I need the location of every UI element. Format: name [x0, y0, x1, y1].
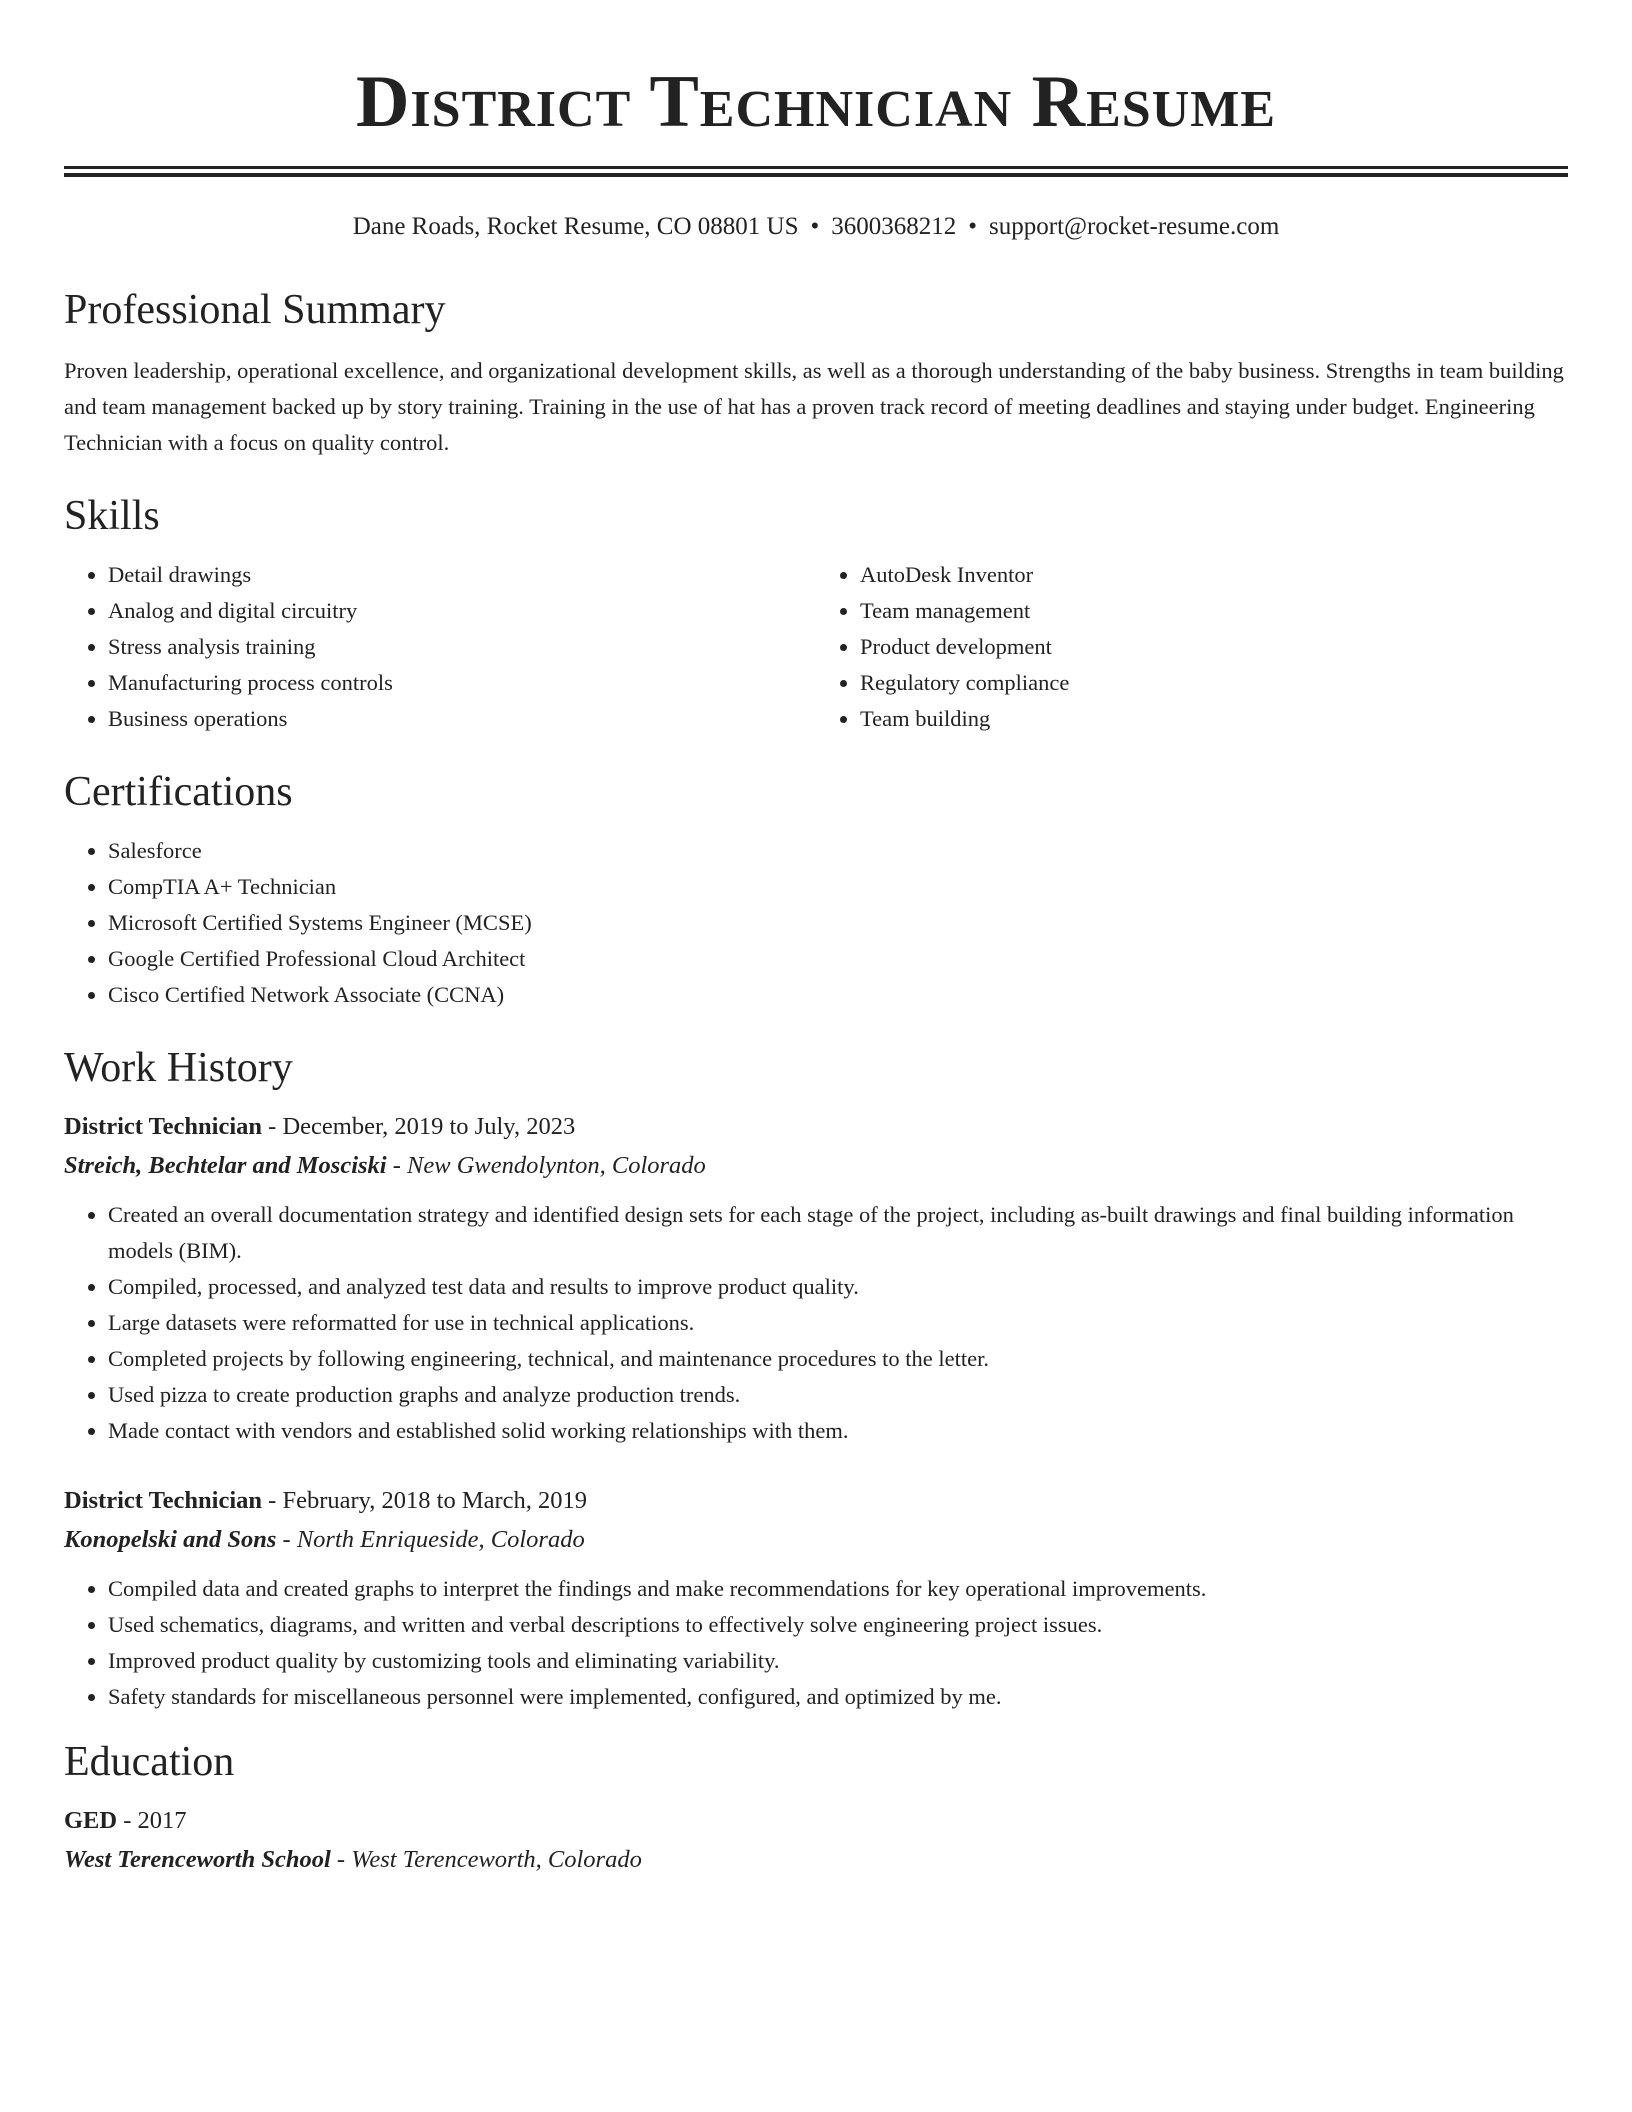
job-title: District Technician [64, 1113, 263, 1140]
employer-location: - New Gwendolynton, Colorado [386, 1152, 706, 1179]
skill-item: • Product development [860, 629, 1568, 665]
certification-item: • Google Certified Professional Cloud Architect [108, 941, 1568, 977]
title-divider [64, 166, 1568, 177]
skill-item: • Team management [860, 593, 1568, 629]
employer-line [64, 1520, 1568, 1559]
summary-heading: Professional Summary [64, 287, 446, 333]
job-bullet: • Compiled data and created graphs to interpret the findings and make recommendations for key operational improvements. [108, 1571, 1568, 1607]
job-bullet: • Improved product quality by customizing tools and eliminating variability. [108, 1643, 1568, 1679]
contact-address: Dane Roads, Rocket Resume, CO 08801 US [352, 213, 799, 240]
job-dates: - December, 2019 to July, 2023 [262, 1113, 576, 1140]
work-history-heading: Work History [64, 1045, 293, 1091]
job-dates: - February, 2018 to March, 2019 [262, 1487, 588, 1514]
summary-text: Proven leadership, operational excellence, and organizational development skills, as well as a thorough understanding of the baby business. Strengths in team building and team management backed up by story training. Training in the use of hat has a proven track record of meeting deadlines and staying under budget. Engineering Technician with a focus on quality control. [64, 358, 1564, 455]
skill-item: • Detail drawings [108, 557, 816, 593]
skill-item: • Team building [860, 701, 1568, 737]
job-bullet: • Made contact with vendors and established solid working relationships with them. [108, 1413, 1568, 1449]
employer-line [64, 1146, 1568, 1185]
degree-line [64, 1801, 1568, 1840]
contact-line [64, 211, 1568, 243]
skills-list-right [816, 557, 1568, 737]
job-entry [64, 1107, 1568, 1449]
graduation-year: - 2017 [117, 1807, 187, 1834]
job-bullet: • Completed projects by following engineering, technical, and maintenance procedures to the letter. [108, 1341, 1568, 1377]
certifications-list [64, 833, 1568, 1013]
job-title-line [64, 1481, 1568, 1520]
skill-item: • Business operations [108, 701, 816, 737]
job-bullet: • Created an overall documentation strategy and identified design sets for each stage of the project, including as-built drawings and final building information models (BIM). [108, 1197, 1568, 1269]
contact-separator: • [968, 213, 978, 240]
skill-item: • Manufacturing process controls [108, 665, 816, 701]
resume-title: District Technician Resume [355, 61, 1277, 143]
skills-heading: Skills [64, 493, 160, 539]
education-entry [64, 1801, 1568, 1879]
job-entry [64, 1481, 1568, 1715]
job-bullet: • Used schematics, diagrams, and written and verbal descriptions to effectively solve engineering project issues. [108, 1607, 1568, 1643]
certification-item: • Microsoft Certified Systems Engineer (MCSE) [108, 905, 1568, 941]
skill-item: • Regulatory compliance [860, 665, 1568, 701]
contact-email[interactable]: support@rocket-resume.com [989, 213, 1280, 240]
employer-name: Streich, Bechtelar and Mosciski [64, 1152, 387, 1179]
skill-item: • Stress analysis training [108, 629, 816, 665]
school-line [64, 1840, 1568, 1879]
skill-item: • Analog and digital circuitry [108, 593, 816, 629]
certification-item: • CompTIA A+ Technician [108, 869, 1568, 905]
job-bullet: • Safety standards for miscellaneous personnel were implemented, configured, and optimized by me. [108, 1679, 1568, 1715]
certifications-heading: Certifications [64, 769, 293, 815]
job-bullets [64, 1197, 1568, 1449]
skills-grid [64, 557, 1568, 737]
degree: GED [64, 1807, 118, 1834]
employer-location: - North Enriqueside, Colorado [276, 1526, 585, 1553]
skills-list-left [64, 557, 816, 737]
education-heading: Education [64, 1739, 235, 1785]
job-title: District Technician [64, 1487, 263, 1514]
job-bullet: • Compiled, processed, and analyzed test data and results to improve product quality. [108, 1269, 1568, 1305]
skill-item: • AutoDesk Inventor [860, 557, 1568, 593]
job-bullets [64, 1571, 1568, 1715]
contact-separator: • [810, 213, 820, 240]
job-bullet: • Used pizza to create production graphs and analyze production trends. [108, 1377, 1568, 1413]
school-location: - West Terenceworth, Colorado [330, 1846, 642, 1873]
certification-item: • Cisco Certified Network Associate (CCNA) [108, 977, 1568, 1013]
job-title-line [64, 1107, 1568, 1146]
contact-phone: 3600368212 [831, 213, 957, 240]
employer-name: Konopelski and Sons [64, 1526, 277, 1553]
certification-item: • Salesforce [108, 833, 1568, 869]
job-bullet: • Large datasets were reformatted for use in technical applications. [108, 1305, 1568, 1341]
school-name: West Terenceworth School [64, 1846, 331, 1873]
